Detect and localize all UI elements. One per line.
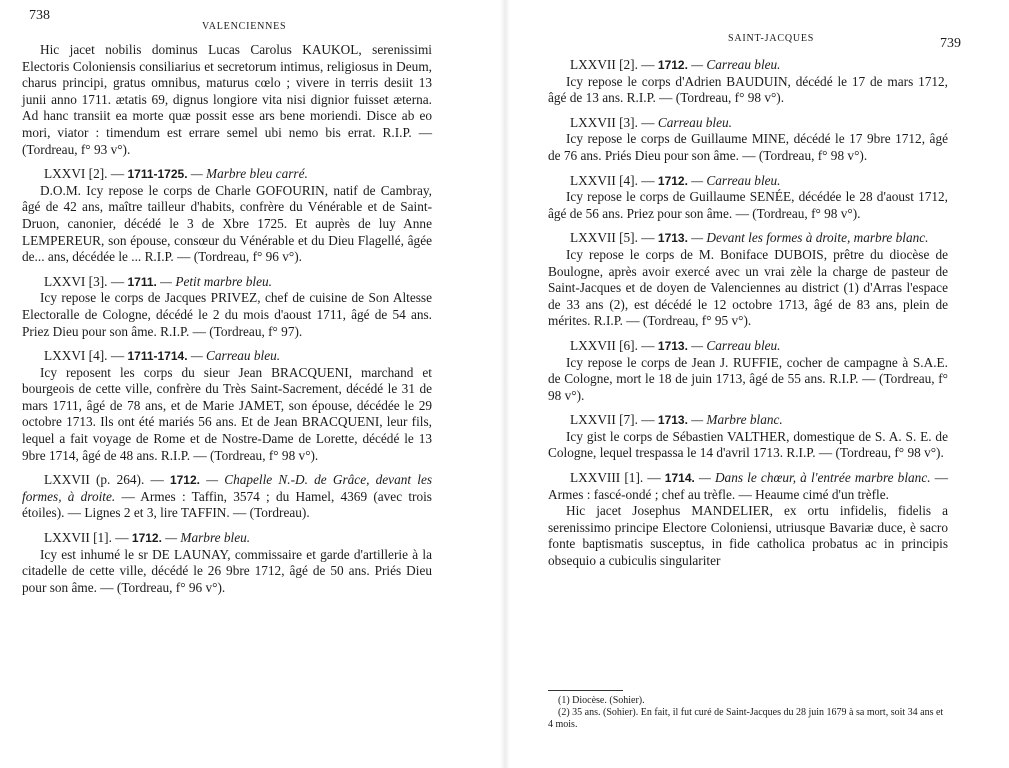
entry-text: Icy repose le corps de Guillaume SENÉE, décédée le 28 d'aoust 1712, âgé de 56 ans. Priez pour son âme. — (Tordreau, f° 98 v°).: [548, 189, 948, 221]
footnote: (2) 35 ans. (Sohier). En fait, il fut curé de Saint-Jacques du 28 juin 1679 à sa mort, soit 34 ans et 4 mois.: [548, 707, 944, 730]
entry-text: Icy est inhumé le sr DE LAUNAY, commissaire et garde d'artillerie à la citadelle de cette ville, décédé le 26 9bre 1712, âgé de 50 ans. Priés Dieu pour son âme. — (Tordreau, f° 96 v°).: [22, 546, 432, 595]
entry-year: 1713.: [657, 338, 688, 353]
entry: [22, 472, 432, 522]
entry-heading: [548, 338, 948, 355]
entry-heading: [548, 173, 948, 190]
page-body: [22, 42, 432, 604]
entry-heading: [22, 472, 432, 522]
running-head: VALENCIENNES: [202, 21, 287, 32]
entry: [22, 530, 432, 596]
footnotes: [548, 690, 948, 731]
entry: [548, 57, 948, 107]
footnote-divider: [548, 690, 623, 691]
entry-year: 1712.: [657, 58, 688, 72]
entry-text: Icy reposent les corps du sieur Jean BRACQUENI, marchand et bourgeois de cette ville, confrère du Très Saint-Sacrement, décédé le 31 de mars 1711, âgé de 78 ans, et de Marie JAMET, son épouse, décédée le 29 octobre 1713. Ils ont été mariés 56 ans. Et de Jean BRACQUENI, leur fils, lequel a fait voyage de Rome et de Nostre-Dame de Lorette, décédé le 13 9bre 1714, âgé de 48 ans. R.I.P. — (Tordreau, f° 98 v°).: [22, 364, 432, 463]
entry: [548, 115, 948, 165]
entry-description: — Marbre bleu.: [165, 530, 251, 546]
entry-description: — Chapelle N.-D. de Grâce, devant les formes, à droite.: [22, 472, 433, 504]
entry-heading: [548, 115, 948, 132]
entry-text: Icy repose le corps de M. Boniface DUBOIS, prêtre du diocèse de Boulogne, après avoir exercé avec un vrai zèle la charge de pasteur de Saint-Jacques et de doyen de Valenciennes au district (1) d'Arras l'espace de 33 ans (2), est décédé le 12 octobre 1713, âgé de 83 ans, plein de mérites. R.I.P. — (Tordreau, f° 95 v°).: [548, 246, 948, 329]
entry-description: — Carreau bleu.: [691, 337, 781, 353]
entry-description: Carreau bleu.: [657, 114, 733, 130]
page-number: 738: [29, 8, 50, 23]
entry-heading: [548, 412, 948, 429]
entry-number: LXXVI [2]. —: [44, 166, 125, 182]
entry-year: 1712.: [131, 531, 162, 546]
entry-number: LXXVII [6]. —: [570, 337, 655, 353]
inscription-text: Hic jacet Josephus MANDELIER, ex ortu infidelis, fidelis a serenissimo principe Electore Coloniensi, utriusque Bavariæ duce, è sacro fonte baptismatis susceptus, in fide catholica probatus ac in principis obsequio a cubiculis singulariter: [548, 503, 948, 569]
entry: [548, 230, 948, 330]
entry-number: LXXVII (p. 264). —: [44, 472, 164, 488]
entry: [548, 412, 948, 462]
entry-number: LXXVI [3]. —: [44, 273, 125, 289]
entry-description: — Petit marbre bleu.: [160, 273, 272, 289]
entry: [548, 338, 948, 404]
running-head: SAINT-JACQUES: [728, 33, 815, 44]
entry-text: Icy repose le corps de Jacques PRIVEZ, chef de cuisine de Son Altesse Electoralle de Cologne, décédé le 2 du mois d'aoust 1711, âgé de 54 ans. Priez Dieu pour son âme. R.I.P. — (Tordreau, f° 97).: [22, 290, 432, 339]
entry-text: Icy repose le corps d'Adrien BAUDUIN, décédé le 17 de mars 1712, âgé de 13 ans. R.I.P. — (Tordreau, f° 98 v°).: [548, 73, 948, 106]
entry-number: LXXVII [4]. —: [570, 172, 655, 188]
entry-description: — Marbre bleu carré.: [190, 166, 308, 182]
entry-heading: [22, 274, 432, 291]
entry-heading: [22, 166, 432, 183]
entry-text: Icy repose le corps de Guillaume MINE, décédé le 17 9bre 1712, âgé de 76 ans. Priés Dieu pour son âme. — (Tordreau, f° 98 v°).: [548, 131, 948, 163]
entry-number: LXXVII [2]. —: [570, 57, 655, 72]
entry-text: — Armes : fascé-ondé ; chef au trèfle. — Heaume cimé d'un trèfle.: [548, 470, 948, 502]
entry-description: — Devant les formes à droite, marbre blanc.: [691, 230, 929, 246]
entry-text: Icy gist le corps de Sébastien VALTHER, domestique de S. A. S. E. de Cologne, lequel trespassa le 14 d'avril 1713. R.I.P. — (Tordreau, f° 98 v°).: [548, 428, 948, 461]
inscription-text: Hic jacet nobilis dominus Lucas Carolus KAUKOL, serenissimi Electoris Coloniensis consiliarius et secretorum intimus, religiosus in Deum, charus principi, gratus omnibus, maturus cœlo ; vivere in terris desiit 13 junii anno 1711. ætatis 69, dignus longiore vita nisi dignior fuisset æterna. Ad hanc transiit ea morte quæ possit esse ars bene moriendi. Disce ab eo mori, viator : timendum est errare semel ubi nemo bis errat. R.I.P. — (Tordreau, f° 93 v°).: [22, 42, 432, 157]
entry-number: LXXVII [1]. —: [44, 530, 129, 546]
entry: [22, 274, 432, 340]
entry-number: LXXVIII [1]. —: [570, 470, 661, 486]
entry-year: 1712.: [169, 473, 200, 488]
entry-text: D.O.M. Icy repose le corps de Charle GOFOURIN, natif de Cambray, âgé de 42 ans, maître tailleur d'habits, confrère du Vénérable et de Saint-Druon, canonier, décédé le 3 de Xbre 1725. Et auprès de luy Anne LEMPEREUR, son épouse, consœur du Vénérable et du Dieu Flagellé, âgée de... ans, décédée le ... R.I.P. — (Tordreau, f° 96 v°).: [22, 182, 432, 265]
entry-year: 1711-1714.: [127, 349, 188, 364]
entry-number: LXXVII [7]. —: [570, 412, 655, 428]
entry-description: — Carreau bleu.: [691, 172, 781, 188]
entry-year: 1714.: [664, 471, 695, 486]
entry-heading: [548, 57, 948, 74]
entry-heading: [22, 348, 432, 365]
entry: [548, 173, 948, 223]
page-number: 739: [940, 36, 961, 51]
entry-text: — Armes : Taffin, 3574 ; du Hamel, 4369 (avec trois étoiles). — Lignes 2 et 3, lire TAFFIN. — (Tordreau).: [22, 488, 432, 521]
entry-description: — Carreau bleu.: [691, 57, 781, 72]
book-gutter: [500, 0, 510, 768]
entry-number: LXXVII [3]. —: [570, 114, 655, 130]
entry: [548, 470, 948, 570]
entry-description: — Carreau bleu.: [190, 348, 281, 364]
entry-heading: [22, 530, 432, 547]
footnote: (1) Diocèse. (Sohier).: [558, 695, 645, 706]
entry: [22, 348, 432, 464]
entry: [22, 166, 432, 266]
entry-description: — Dans le chœur, à l'entrée marbre blanc.: [698, 470, 931, 486]
inscription-paragraph: [22, 42, 432, 158]
entry-year: 1712.: [657, 173, 688, 188]
entry-year: 1713.: [657, 231, 688, 246]
page-body: [548, 57, 948, 578]
entry-number: LXXVI [4]. —: [44, 348, 125, 364]
entry-heading: [548, 230, 948, 247]
entry-text: Icy repose le corps de Jean J. RUFFIE, cocher de campagne à S.A.E. de Cologne, mort le 18 de juin 1713, âgé de 55 ans. R.I.P. — (Tordreau, f° 98 v°).: [548, 354, 948, 403]
entry-heading: [548, 470, 948, 503]
entry-year: 1711.: [127, 274, 157, 289]
entry-number: LXXVII [5]. —: [570, 230, 655, 246]
entry-year: 1711-1725.: [127, 167, 188, 182]
entry-year: 1713.: [657, 413, 688, 428]
entry-description: — Marbre blanc.: [691, 412, 783, 428]
